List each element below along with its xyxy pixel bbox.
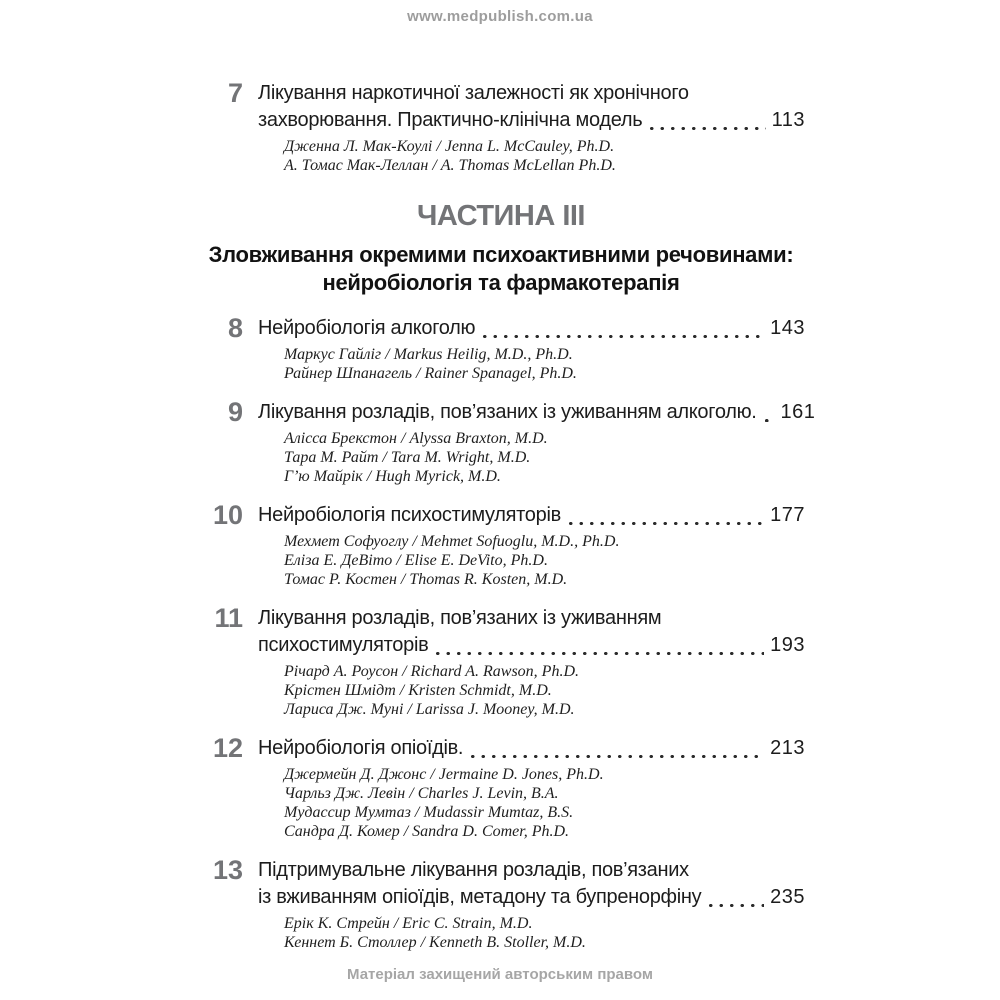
page-number: 113 <box>771 109 805 131</box>
dot-leader <box>709 904 764 908</box>
entry-body <box>258 735 805 841</box>
author-line: Дженна Л. Мак-Коулі / Jenna L. McCauley, Ph.D. <box>284 138 615 155</box>
author-line: Томас Р. Костен / Thomas R. Kosten, M.D. <box>284 571 568 588</box>
author-list <box>258 137 805 175</box>
chapter-number: 8 <box>227 313 243 343</box>
dot-leader <box>436 652 764 656</box>
dot-leader <box>483 335 764 339</box>
part-subtitle-line: нейробіологія та фармакотерапія <box>322 270 680 295</box>
dot-leader <box>650 127 765 131</box>
author-line: Алісса Брекстон / Alyssa Braxton, M.D. <box>284 430 548 447</box>
author-line: А. Томас Мак-Леллан / A. Thomas McLellan Ph.D. <box>284 157 616 174</box>
page-number: 177 <box>770 504 805 526</box>
author-line: Райнер Шпанагель / Rainer Spanagel, Ph.D. <box>284 365 577 382</box>
entry-body <box>258 399 816 486</box>
toc-entry <box>197 605 805 719</box>
entry-body <box>258 502 805 589</box>
chapter-number: 9 <box>227 397 243 427</box>
dot-leader <box>765 419 775 423</box>
chapter-title: Лікування розладів, пов’язаних із уживанням алкоголю. <box>258 401 757 423</box>
chapter-title: із вживанням опіоїдів, метадону та бупренорфіну <box>258 886 702 908</box>
dot-leader <box>569 522 764 526</box>
toc-entry <box>197 502 805 589</box>
author-list <box>258 532 805 589</box>
page-number: 193 <box>770 634 805 656</box>
chapter-number: 10 <box>212 500 243 530</box>
chapter-number: 12 <box>212 733 243 763</box>
chapter-title-line: Лікування наркотичної залежності як хронічного <box>258 82 689 104</box>
page-number: 161 <box>780 401 816 423</box>
chapter-title: захворювання. Практично-клінічна модель <box>258 109 643 131</box>
chapter-title: психостимуляторів <box>258 634 429 656</box>
author-line: Тара М. Райт / Tara M. Wright, M.D. <box>284 449 531 466</box>
page-number: 235 <box>770 886 805 908</box>
table-of-contents <box>197 78 816 968</box>
chapter-title: Нейробіологія алкоголю <box>258 317 476 339</box>
toc-entry <box>197 735 805 841</box>
chapter-title-last-line <box>258 632 805 659</box>
chapter-title: Нейробіологія психостимуляторів <box>258 504 561 526</box>
author-line: Еліза Е. ДеВіто / Elise E. DeVito, Ph.D. <box>284 552 548 569</box>
chapter-title-last-line <box>258 884 805 911</box>
chapter-number: 7 <box>227 78 243 108</box>
author-list <box>258 345 805 383</box>
page-number: 213 <box>770 737 805 759</box>
chapter-title-line: Підтримувальне лікування розладів, пов’язаних <box>258 859 689 881</box>
author-line: Мехмет Софуоглу / Mehmet Sofuoglu, M.D., Ph.D. <box>284 533 620 550</box>
chapter-title-line: Лікування розладів, пов’язаних із уживанням <box>258 607 662 629</box>
entry-body <box>258 857 805 952</box>
author-line: Кеннет Б. Столлер / Kenneth B. Stoller, M.D. <box>284 934 586 951</box>
part-heading <box>197 201 805 297</box>
chapter-title: Нейробіологія опіоїдів. <box>258 737 464 759</box>
chapter-number: 13 <box>212 855 243 885</box>
author-list <box>258 429 805 486</box>
chapter-title-last-line <box>258 107 805 134</box>
toc-entry <box>197 857 805 952</box>
footer-copyright: Матеріал захищений авторським правом <box>347 966 653 983</box>
author-list <box>258 914 805 952</box>
author-line: Мудассир Мумтаз / Mudassir Mumtaz, B.S. <box>284 804 574 821</box>
header-url: www.medpublish.com.ua <box>407 8 593 25</box>
author-line: Лариса Дж. Муні / Larissa J. Mooney, M.D. <box>284 701 575 718</box>
toc-entry <box>197 397 816 486</box>
entry-body <box>258 315 805 383</box>
author-line: Маркус Гайліг / Markus Heilig, M.D., Ph.D. <box>284 346 573 363</box>
chapter-number: 11 <box>214 603 243 633</box>
entry-body <box>258 80 805 175</box>
part-label: ЧАСТИНА III <box>417 200 585 232</box>
author-line: Джермейн Д. Джонс / Jermaine D. Jones, Ph.D. <box>284 766 604 783</box>
author-list <box>258 765 805 841</box>
chapter-title-last-line <box>258 399 816 426</box>
entry-body <box>258 605 805 719</box>
toc-entry <box>197 315 805 383</box>
toc-entry <box>197 80 805 175</box>
part-subtitle-line: Зловживання окремими психоактивними речовинами: <box>208 242 794 267</box>
author-list <box>258 662 805 719</box>
chapter-title-last-line <box>258 315 805 342</box>
author-line: Сандра Д. Комер / Sandra D. Comer, Ph.D. <box>284 823 570 840</box>
author-line: Чарльз Дж. Левін / Charles J. Levin, B.A. <box>284 785 559 802</box>
author-line: Ерік К. Стрейн / Eric C. Strain, M.D. <box>284 915 533 932</box>
author-line: Річард А. Роусон / Richard A. Rawson, Ph.D. <box>284 663 580 680</box>
author-line: Крістен Шмідт / Kristen Schmidt, M.D. <box>284 682 552 699</box>
chapter-title-last-line <box>258 502 805 529</box>
dot-leader <box>471 755 764 759</box>
page-number: 143 <box>770 317 805 339</box>
chapter-title-last-line <box>258 735 805 762</box>
author-line: Г’ю Майрік / Hugh Myrick, M.D. <box>284 468 501 485</box>
